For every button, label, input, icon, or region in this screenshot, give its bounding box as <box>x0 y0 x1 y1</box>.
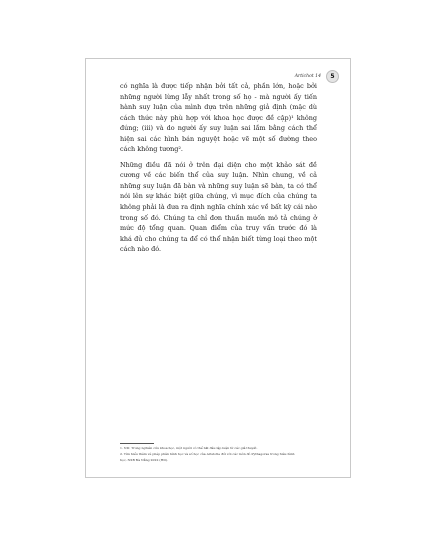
text-line: cách thức này phù hợp với khoa học được đề cập)¹ không <box>120 113 317 122</box>
text-line: cách nào đó. <box>120 245 162 254</box>
footnotes <box>120 446 317 463</box>
book-page <box>85 58 351 478</box>
text-line: trong số đó. Chúng ta chỉ đơn thuần muốn mô tả chúng ở <box>120 213 317 222</box>
text-line: hành suy luận của mình dựa trên những giả định (mặc dù <box>120 103 317 112</box>
text-line: những suy luận đã bàn và những suy luận sẽ bàn, ta có thể <box>120 181 317 190</box>
text-line: mức độ tổng quan. Quan điểm của truy vấn trước đó là <box>120 224 317 233</box>
running-head: Artichot 14 <box>294 74 321 79</box>
paragraph-2 <box>120 160 317 255</box>
text-line: hiện sai các hình bán nguyệt hoặc vẽ một số đường theo <box>120 134 317 143</box>
text-line: có nghĩa là được tiếp nhận bởi tất cả, phần lớn, hoặc bởi <box>120 82 317 90</box>
footnote-1: 1. ND: Trong nghiên cứu khoa học, một người có thể bắt đầu lập luận từ các giả thuyết. <box>120 446 258 450</box>
text-line: không phải là đưa ra định nghĩa chính xác về bất kỳ cái nào <box>120 203 317 212</box>
page-number-badge: 5 <box>326 70 339 83</box>
footnote-divider <box>120 443 154 444</box>
paragraph-1 <box>120 81 317 155</box>
text-line: Những điều đã nói ở trên đại diện cho một khảo sát đề <box>120 160 317 169</box>
text-line: cách không tương². <box>120 145 183 154</box>
body-text <box>120 81 317 255</box>
text-line: những người lừng lẫy nhất trong số họ - mà người ấy tiến <box>120 92 317 101</box>
footnote-2-continued: học, NXB Đà Nẵng 2022 (HD). <box>120 457 168 462</box>
text-line: cương về các biến thể của suy luận. Nhìn chung, về cả <box>120 171 317 180</box>
text-line: nói lên sự khác biệt giữa chúng, vì mục đích của chúng ta <box>120 192 317 201</box>
footnote-2: 2. Tìm hiểu thêm về phép phân hình học và số học của Aristotle đối với các môn đồ Pythagoras trong Siêu hình <box>120 451 295 456</box>
text-line: khá đủ cho chúng ta để có thể nhận biết từng loại theo một <box>120 234 317 243</box>
text-line: đúng; (iii) và do người ấy suy luận sai lầm bằng cách thể <box>120 124 317 133</box>
